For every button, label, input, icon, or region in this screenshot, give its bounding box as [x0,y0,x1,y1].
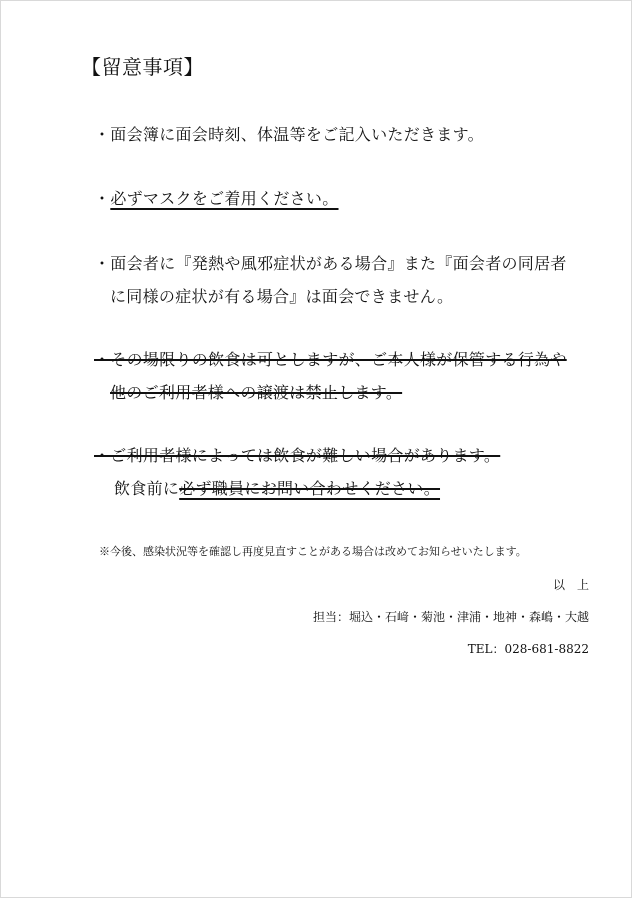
bullet: ・ [94,189,111,208]
section-heading: 【留意事項】 [81,55,204,79]
footnote: ※今後、感染状況等を確認し再度見直すことがある場合は改めてお知らせいたします。 [99,545,527,558]
closing-mark: 以 上 [552,578,589,592]
struck-text: 他のご利用者様への譲渡は禁止します。 [110,383,403,402]
notice-item-register: ・面会簿に面会時刻、体温等をご記入いただきます。 [94,125,484,144]
notice-item-food-line2 [110,380,402,403]
phone-number: TEL：028-681-8822 [467,642,589,656]
notice-item-symptoms-line2: に同様の症状が有る場合』は面会できません。 [110,287,454,306]
notice-item-eating-line2 [114,476,440,499]
notice-item-eating-line1 [94,443,500,466]
staff-contacts: 担当：堀込・石﨑・菊池・津浦・地神・森嶋・大越 [312,610,589,624]
notice-item-mask [94,186,339,209]
eating-prefix-text: 飲食前に [114,479,180,498]
struck-text: ・ご利用者様によっては飲食が難しい場合があります。 [94,446,501,465]
notice-item-symptoms-line1: ・面会者に『発熱や風邪症状がある場合』また『面会者の同居者 [94,254,567,273]
struck-text: ・その場限りの飲食は可としますが、ご本人様が保管する行為や [94,350,567,369]
notice-item-food-line1 [94,347,567,370]
struck-underlined-text: 必ず職員にお問い合わせください。 [179,479,441,498]
mask-notice-text: 必ずマスクをご着用ください。 [110,189,339,208]
